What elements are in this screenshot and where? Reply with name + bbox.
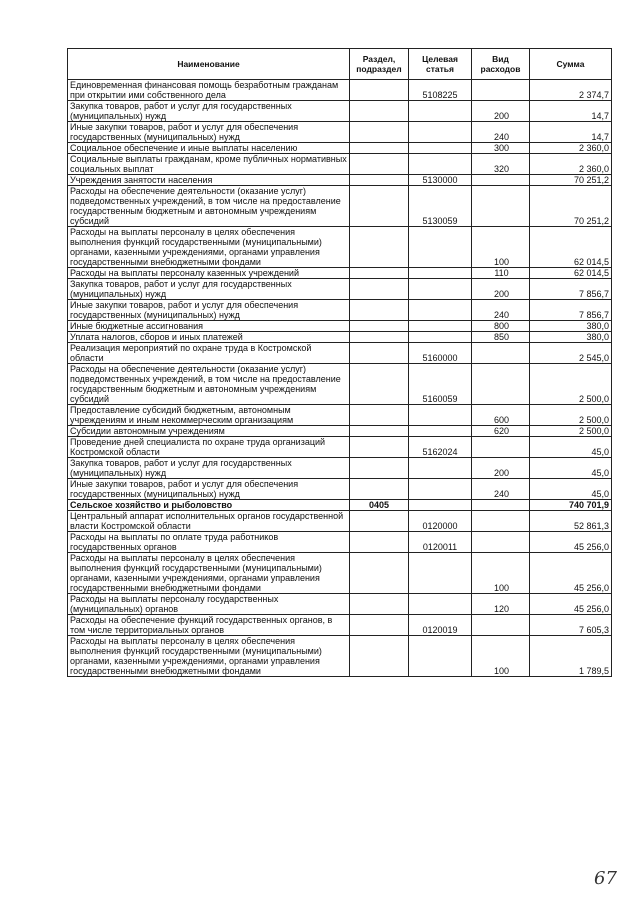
cell-target: 0120011 [409,532,472,553]
cell-name: Расходы на выплаты персоналу в целях обеспечения выполнения функций государственными (муниципальными) органами, казенными учреждениями, органами управления государственными внебюджетными фондами [68,227,350,268]
cell-type [472,80,530,101]
table-row [68,186,612,227]
cell-sum: 45,0 [530,479,612,500]
cell-target [409,268,472,279]
cell-sum: 45 256,0 [530,594,612,615]
cell-sum: 62 014,5 [530,227,612,268]
cell-name: Предоставление субсидий бюджетным, автономным учреждениям и иным некоммерческим организациям [68,405,350,426]
cell-sum: 380,0 [530,332,612,343]
cell-sum: 45 256,0 [530,553,612,594]
cell-sum: 52 861,3 [530,511,612,532]
cell-name: Расходы на выплаты персоналу казенных учреждений [68,268,350,279]
cell-target [409,500,472,511]
table-row [68,437,612,458]
cell-section [350,532,409,553]
cell-sum: 2 374,7 [530,80,612,101]
table-row [68,80,612,101]
cell-section [350,458,409,479]
cell-target: 5160059 [409,364,472,405]
cell-sum: 2 545,0 [530,343,612,364]
table-row [68,458,612,479]
cell-name: Иные закупки товаров, работ и услуг для обеспечения государственных (муниципальных) нужд [68,479,350,500]
table-row [68,154,612,175]
cell-sum: 2 360,0 [530,154,612,175]
cell-type: 120 [472,594,530,615]
cell-section [350,332,409,343]
cell-target: 5130059 [409,186,472,227]
header-section: Раздел, подраздел [350,49,409,80]
cell-sum: 2 500,0 [530,405,612,426]
cell-name: Учреждения занятости населения [68,175,350,186]
cell-name: Социальное обеспечение и иные выплаты населению [68,143,350,154]
cell-target [409,143,472,154]
cell-type: 200 [472,458,530,479]
header-sum: Сумма [530,49,612,80]
cell-target: 0120019 [409,615,472,636]
table-row [68,268,612,279]
cell-section [350,343,409,364]
cell-section [350,101,409,122]
cell-section [350,154,409,175]
cell-target: 5130000 [409,175,472,186]
cell-name: Социальные выплаты гражданам, кроме публичных нормативных социальных выплат [68,154,350,175]
cell-type [472,437,530,458]
cell-target [409,458,472,479]
header-target: Целевая статья [409,49,472,80]
cell-sum: 380,0 [530,321,612,332]
cell-section [350,175,409,186]
cell-name: Уплата налогов, сборов и иных платежей [68,332,350,343]
table-row [68,615,612,636]
cell-sum: 2 500,0 [530,426,612,437]
cell-name: Иные закупки товаров, работ и услуг для обеспечения государственных (муниципальных) нужд [68,122,350,143]
cell-type [472,175,530,186]
cell-target [409,321,472,332]
cell-name: Сельское хозяйство и рыболовство [68,500,350,511]
cell-type: 200 [472,279,530,300]
cell-type: 300 [472,143,530,154]
cell-name: Расходы на выплаты по оплате труда работников государственных органов [68,532,350,553]
table-row [68,500,612,511]
cell-sum: 62 014,5 [530,268,612,279]
cell-sum: 2 360,0 [530,143,612,154]
table-row [68,101,612,122]
table-row [68,364,612,405]
table-header-row [68,49,612,80]
header-type: Вид расходов [472,49,530,80]
table-row [68,332,612,343]
table-row [68,175,612,186]
table-row [68,532,612,553]
cell-section [350,268,409,279]
cell-section [350,426,409,437]
cell-section [350,437,409,458]
cell-section [350,122,409,143]
cell-sum: 7 856,7 [530,279,612,300]
cell-name: Расходы на выплаты персоналу в целях обеспечения выполнения функций государственными (муниципальными) органами, казенными учреждениями, органами управления государственными внебюджетными фондами [68,553,350,594]
budget-table [67,48,612,677]
cell-target [409,227,472,268]
cell-type [472,532,530,553]
table-row [68,636,612,677]
cell-sum: 45,0 [530,458,612,479]
cell-section [350,594,409,615]
cell-target [409,154,472,175]
cell-name: Расходы на выплаты персоналу в целях обеспечения выполнения функций государственными (муниципальными) органами, казенными учреждениями, органами управления государственными внебюджетными фондами [68,636,350,677]
cell-name: Проведение дней специалиста по охране труда организаций Костромской области [68,437,350,458]
cell-target: 0120000 [409,511,472,532]
table-row [68,343,612,364]
cell-type [472,615,530,636]
cell-section [350,186,409,227]
cell-name: Иные бюджетные ассигнования [68,321,350,332]
cell-type: 240 [472,300,530,321]
cell-type [472,364,530,405]
cell-type: 100 [472,553,530,594]
cell-section [350,300,409,321]
table-row [68,405,612,426]
cell-section [350,321,409,332]
cell-type [472,186,530,227]
cell-target [409,101,472,122]
cell-type: 100 [472,227,530,268]
cell-sum: 70 251,2 [530,186,612,227]
table-row [68,227,612,268]
page-number: 67 [594,868,617,889]
table-row [68,594,612,615]
cell-target [409,426,472,437]
table-row [68,143,612,154]
cell-section [350,80,409,101]
cell-sum: 45,0 [530,437,612,458]
table-row [68,553,612,594]
cell-sum: 7 605,3 [530,615,612,636]
cell-target [409,479,472,500]
cell-sum: 45 256,0 [530,532,612,553]
cell-name: Субсидии автономным учреждениям [68,426,350,437]
cell-target [409,405,472,426]
cell-sum: 1 789,5 [530,636,612,677]
cell-type: 850 [472,332,530,343]
cell-type: 320 [472,154,530,175]
cell-target [409,300,472,321]
table-row [68,426,612,437]
cell-type [472,343,530,364]
cell-section [350,143,409,154]
cell-type: 800 [472,321,530,332]
cell-name: Закупка товаров, работ и услуг для государственных (муниципальных) нужд [68,458,350,479]
cell-name: Реализация мероприятий по охране труда в Костромской области [68,343,350,364]
table-row [68,511,612,532]
cell-name: Расходы на обеспечение функций государственных органов, в том числе территориальных органов [68,615,350,636]
cell-target [409,122,472,143]
cell-name: Закупка товаров, работ и услуг для государственных (муниципальных) нужд [68,101,350,122]
cell-sum: 2 500,0 [530,364,612,405]
cell-name: Расходы на обеспечение деятельности (оказание услуг) подведомственных учреждений, в том числе на предоставление государственным бюджетным и автономным учреждениям субсидий [68,364,350,405]
cell-sum: 14,7 [530,101,612,122]
cell-section [350,553,409,594]
cell-type: 200 [472,101,530,122]
table-row [68,321,612,332]
cell-name: Иные закупки товаров, работ и услуг для обеспечения государственных (муниципальных) нужд [68,300,350,321]
table-row [68,479,612,500]
cell-name: Расходы на обеспечение деятельности (оказание услуг) подведомственных учреждений, в том числе на предоставление государственным бюджетным и автономным учреждениям субсидий [68,186,350,227]
cell-target [409,553,472,594]
cell-section [350,405,409,426]
cell-section [350,364,409,405]
cell-sum: 70 251,2 [530,175,612,186]
table-row [68,279,612,300]
header-name: Наименование [68,49,350,80]
cell-type: 600 [472,405,530,426]
cell-type: 110 [472,268,530,279]
cell-type: 100 [472,636,530,677]
cell-type: 240 [472,122,530,143]
table-body [68,80,612,677]
cell-type [472,511,530,532]
cell-section [350,636,409,677]
cell-name: Закупка товаров, работ и услуг для государственных (муниципальных) нужд [68,279,350,300]
cell-target [409,279,472,300]
cell-target: 5162024 [409,437,472,458]
cell-type: 240 [472,479,530,500]
cell-type [472,500,530,511]
cell-target: 5160000 [409,343,472,364]
cell-target [409,594,472,615]
cell-section: 0405 [350,500,409,511]
cell-name: Центральный аппарат исполнительных органов государственной власти Костромской области [68,511,350,532]
cell-sum: 7 856,7 [530,300,612,321]
cell-target: 5108225 [409,80,472,101]
cell-type: 620 [472,426,530,437]
table-row [68,122,612,143]
cell-name: Расходы на выплаты персоналу государственных (муниципальных) органов [68,594,350,615]
cell-section [350,511,409,532]
cell-target [409,636,472,677]
cell-section [350,479,409,500]
cell-section [350,615,409,636]
cell-sum: 740 701,9 [530,500,612,511]
table-row [68,300,612,321]
cell-sum: 14,7 [530,122,612,143]
cell-section [350,227,409,268]
cell-target [409,332,472,343]
cell-name: Единовременная финансовая помощь безработным гражданам при открытии ими собственного дела [68,80,350,101]
cell-section [350,279,409,300]
